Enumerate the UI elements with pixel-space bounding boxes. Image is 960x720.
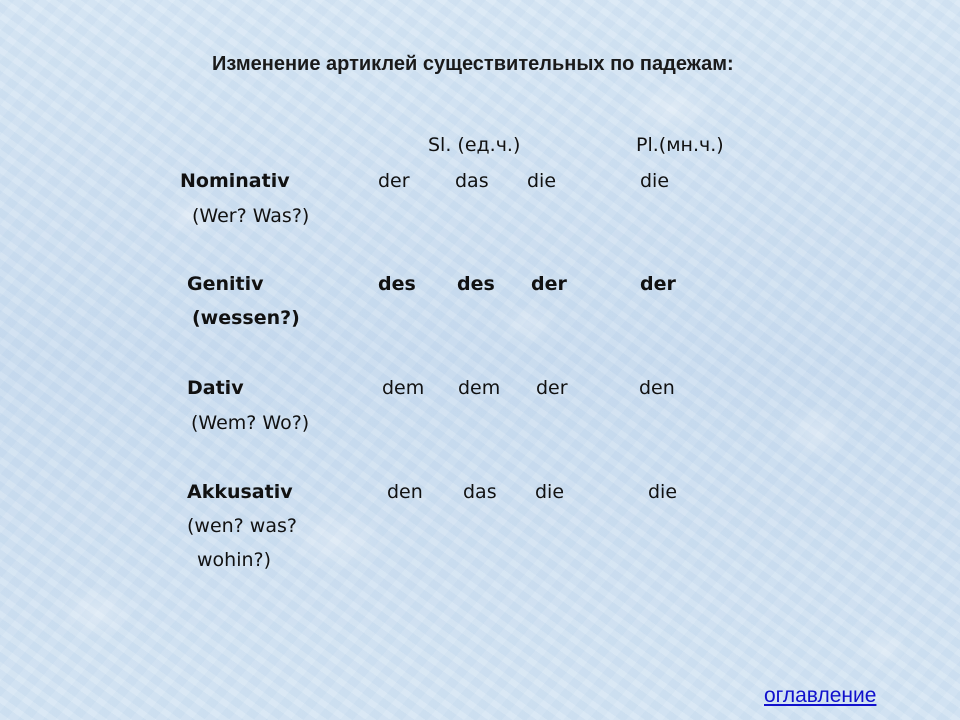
article-akk-neut: das: [463, 481, 497, 503]
case-name-akkusativ: Akkusativ: [187, 481, 293, 503]
article-dat-masc: dem: [382, 377, 425, 399]
article-nom-masc: der: [378, 170, 410, 192]
singular-header: Sl. (ед.ч.): [428, 134, 521, 156]
article-nom-fem: die: [527, 170, 557, 192]
article-akk-fem: die: [535, 481, 565, 503]
case-name-nominativ: Nominativ: [180, 170, 290, 192]
article-nom-plural: die: [640, 170, 670, 192]
table-of-contents-link[interactable]: оглавление: [764, 684, 877, 707]
page-title: Изменение артиклей существительных по падежам:: [212, 53, 734, 75]
case-name-genitiv: Genitiv: [187, 273, 264, 295]
article-akk-plural: die: [648, 481, 678, 503]
article-gen-fem: der: [531, 273, 567, 295]
plural-header: Pl.(мн.ч.): [636, 134, 724, 156]
article-gen-neut: des: [457, 273, 495, 295]
article-gen-plural: der: [640, 273, 676, 295]
case-question-akkusativ-line1: (wen? was?: [187, 515, 297, 537]
case-question-nominativ: (Wer? Was?): [192, 205, 310, 227]
case-name-dativ: Dativ: [187, 377, 244, 399]
case-question-genitiv: (wessen?): [192, 307, 300, 329]
case-question-dativ: (Wem? Wo?): [191, 412, 310, 434]
article-dat-fem: der: [536, 377, 568, 399]
article-akk-masc: den: [387, 481, 423, 503]
article-dat-plural: den: [639, 377, 675, 399]
article-dat-neut: dem: [458, 377, 501, 399]
article-gen-masc: des: [378, 273, 416, 295]
case-question-akkusativ-line2: wohin?): [197, 549, 272, 571]
article-nom-neut: das: [455, 170, 489, 192]
